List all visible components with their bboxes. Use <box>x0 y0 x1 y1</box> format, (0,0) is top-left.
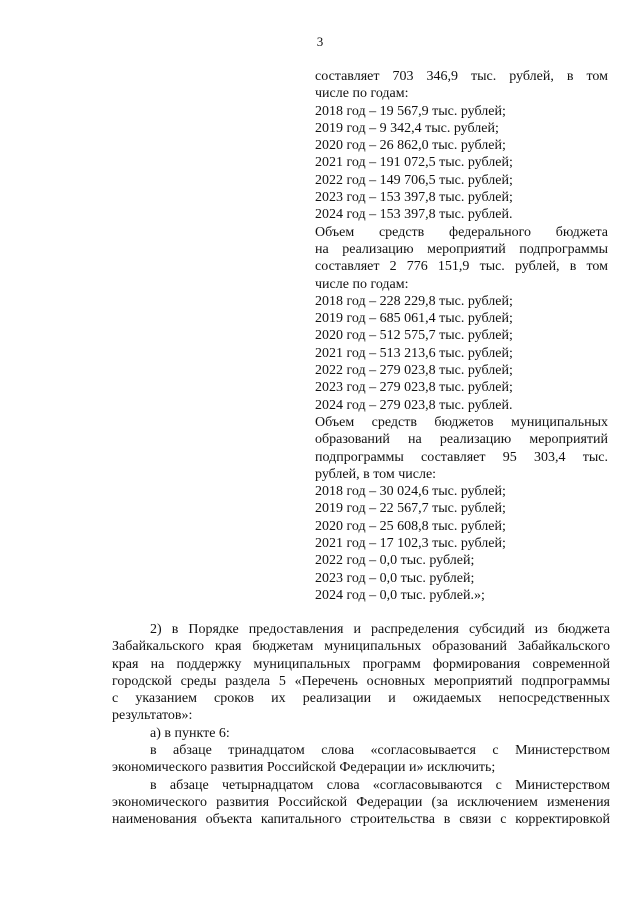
paragraph-14-change <box>112 777 610 829</box>
year-line: 2024 год – 279 023,8 тыс. рублей. <box>315 397 513 413</box>
year-line: 2021 год – 17 102,3 тыс. рублей; <box>315 536 506 552</box>
text-line: в абзаце четырнадцатом слова «согласовываются с Министерством <box>150 777 610 793</box>
text-line: подпрограммы составляет 95 303,4 тыс. <box>315 449 608 465</box>
year-line: 2022 год – 279 023,8 тыс. рублей; <box>315 363 513 379</box>
text-line: результатов»: <box>112 708 193 724</box>
year-line: 2024 год – 153 397,8 тыс. рублей. <box>315 207 513 223</box>
year-line: 2021 год – 513 213,6 тыс. рублей; <box>315 345 513 361</box>
year-line: 2023 год – 279 023,8 тыс. рублей; <box>315 380 513 396</box>
municipal-budget-block <box>315 414 608 604</box>
text-line: числе по годам: <box>315 276 409 292</box>
text-line: числе по годам: <box>315 86 409 102</box>
year-line: 2019 год – 685 061,4 тыс. рублей; <box>315 311 513 327</box>
text-line: образований на реализацию мероприятий <box>315 432 608 448</box>
text-line: экономического развития Российской Федерации (за исключением изменения <box>112 794 610 810</box>
year-line: 2020 год – 25 608,8 тыс. рублей; <box>315 518 506 534</box>
text-line: Объем средств бюджетов муниципальных <box>315 414 608 430</box>
text-line: Объем средств федерального бюджета <box>315 224 608 240</box>
sub-item-a: а) в пункте 6: <box>150 725 230 741</box>
item-2-paragraph <box>112 621 610 725</box>
year-line: 2022 год – 149 706,5 тыс. рублей; <box>315 172 513 188</box>
regional-budget-block <box>315 68 608 224</box>
text-line: городской среды раздела 5 «Перечень основных мероприятий подпрограммы <box>112 673 610 689</box>
text-line: составляет 703 346,9 тыс. рублей, в том <box>315 69 608 84</box>
year-line: 2022 год – 0,0 тыс. рублей; <box>315 553 475 569</box>
year-line: 2018 год – 19 567,9 тыс. рублей; <box>315 103 506 119</box>
text-line: составляет 2 776 151,9 тыс. рублей, в том <box>315 259 608 275</box>
text-line: 2) в Порядке предоставления и распределения субсидий из бюджета <box>150 622 610 637</box>
year-line: 2019 год – 9 342,4 тыс. рублей; <box>315 120 499 136</box>
year-line: 2018 год – 30 024,6 тыс. рублей; <box>315 484 506 500</box>
amendment-text <box>112 621 610 829</box>
year-line: 2021 год – 191 072,5 тыс. рублей; <box>315 155 513 171</box>
text-line: экономического развития Российской Федерации и» исключить; <box>112 760 496 776</box>
financing-column <box>315 68 608 604</box>
year-line: 2023 год – 153 397,8 тыс. рублей; <box>315 190 513 206</box>
text-line: на реализацию мероприятий подпрограммы <box>315 241 608 257</box>
paragraph-13-change <box>112 742 610 777</box>
federal-budget-block <box>315 224 608 414</box>
page-number: 3 <box>316 34 324 49</box>
year-line: 2023 год – 0,0 тыс. рублей; <box>315 570 475 586</box>
year-line: 2024 год – 0,0 тыс. рублей.»; <box>315 587 485 603</box>
year-line: 2020 год – 26 862,0 тыс. рублей; <box>315 138 506 154</box>
text-line: края на поддержку муниципальных программ формирования современной <box>112 656 610 672</box>
year-line: 2019 год – 22 567,7 тыс. рублей; <box>315 501 506 517</box>
year-line: 2020 год – 512 575,7 тыс. рублей; <box>315 328 513 344</box>
text-line: рублей, в том числе: <box>315 466 437 482</box>
text-line: с указанием сроков их реализации и ожидаемых непосредственных <box>112 691 610 707</box>
text-line: Забайкальского края бюджетам муниципальных образований Забайкальского <box>112 639 610 655</box>
year-line: 2018 год – 228 229,8 тыс. рублей; <box>315 293 513 309</box>
text-line: в абзаце тринадцатом слова «согласовывается с Министерством <box>150 743 610 759</box>
text-line: наименования объекта капитального строительства в связи с корректировкой <box>112 812 610 828</box>
